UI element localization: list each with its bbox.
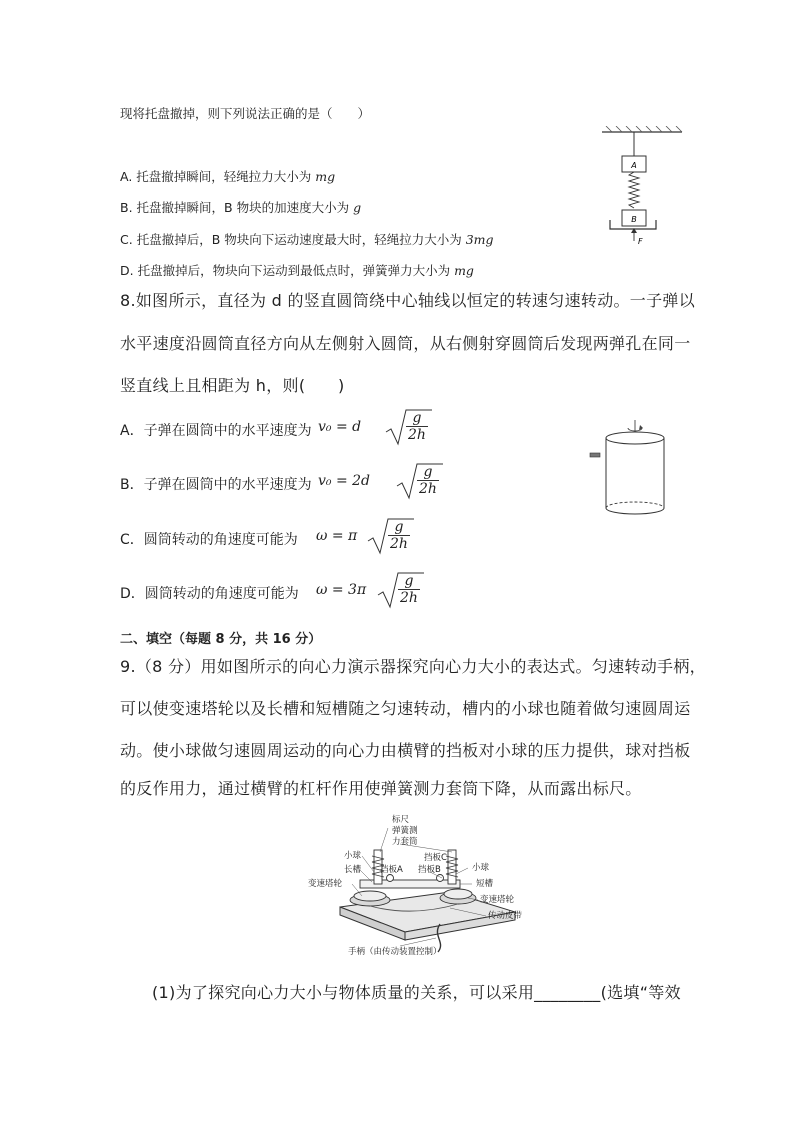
label-short-groove: 短槽 [476,879,494,889]
q8-option-a-fraction: $\frac{g}{2h}$ [408,410,426,443]
q9-line3: 动。使小球做匀速圆周运动的向心力由横臂的挡板对小球的压力提供，球对挡板 [120,741,691,760]
q9-line1: 9.（8 分）用如图所示的向心力演示器探究向心力大小的表达式。匀速转动手柄， [120,657,706,676]
q8-option-c-fraction: $\frac{g}{2h}$ [390,519,408,552]
option-text: 托盘撤掉瞬间，B 物块的加速度大小为 [136,200,354,215]
label-belt: 传动皮带 [488,911,523,921]
q8-option-a: A．子弹在圆筒中的水平速度为 [120,423,312,439]
q7-option-d [120,261,474,279]
option-label: D. [120,263,134,278]
q7-option-b [120,198,361,216]
label-ball-right: 小球 [472,863,490,873]
q8-option-b-expr: v₀ = 2d [318,473,371,489]
label-plate-b: 挡板B [418,865,441,875]
label-ruler: 标尺 [392,815,410,825]
spring [629,172,639,208]
q8-line3: 竖直线上且相距为 h，则( ) [120,376,345,395]
label-plate-c: 挡板C [424,853,447,863]
label-wheel-left: 变速塔轮 [308,879,343,889]
q8-line2: 水平速度沿圆筒直径方向从左侧射入圆筒，从右侧射穿圆筒后发现两弹孔在同一 [120,334,691,353]
q7-option-a [120,167,335,185]
q7-stem: 现将托盘撤掉，则下列说法正确的是（ ） [120,106,371,121]
label-wheel-right: 变速塔轮 [480,895,515,905]
q7-spring-figure [598,126,688,248]
q9-sub-question-1: (1)为了探究向心力大小与物体质量的关系，可以采用________(选填“等效 [152,983,681,1002]
option-label: A. [120,169,133,184]
q8-option-d-expr: ω = 3π [316,582,367,598]
section-title: 二、填空（每题 8 分，共 16 分） [120,632,322,647]
option-text: 托盘撤掉瞬间，轻绳拉力大小为 [136,169,316,184]
centripetal-apparatus-figure [300,812,540,960]
force-label: F [638,237,643,246]
option-label: B. [120,200,133,215]
bullet [590,453,600,457]
label-ball-left: 小球 [344,851,362,861]
cylinder-figure [585,418,685,526]
q8-option-d: D．圆筒转动的角速度可能为 [120,586,299,602]
label-long-groove: 长槽 [344,865,362,875]
label-plate-a: 挡板A [380,865,403,875]
block-a-label: A [631,161,637,170]
q7-option-c [120,230,494,248]
q9-line2: 可以使变速塔轮以及长槽和短槽随之匀速转动，槽内的小球也随着做匀速圆周运 [120,699,691,718]
q8-option-c-expr: ω = π [316,528,358,544]
option-math: 3mg [465,232,494,247]
option-math: g [353,200,362,215]
option-text: 托盘撤掉后，物块向下运动到最低点时，弹簧弹力大小为 [137,263,455,278]
label-spring-1: 弹簧测 [392,826,418,836]
block-b-label: B [631,215,637,224]
q8-option-d-fraction: $\frac{g}{2h}$ [400,573,418,606]
label-spring-2: 力套筒 [392,837,418,847]
q8-option-b-fraction: $\frac{g}{2h}$ [419,464,437,497]
option-math: mg [454,263,474,278]
label-handle: 手柄（由传动装置控制） [348,947,442,957]
q8-option-c: C．圆筒转动的角速度可能为 [120,532,298,548]
option-math: mg [315,169,336,184]
option-label: C. [120,232,133,247]
q9-line4: 的反作用力，通过横臂的杠杆作用使弹簧测力套筒下降，从而露出标尺。 [120,779,642,798]
q8-option-b: B．子弹在圆筒中的水平速度为 [120,477,312,493]
q8-option-a-expr: v₀ = d [318,419,362,435]
option-text: 托盘撤掉后，B 物块向下运动速度最大时，轻绳拉力大小为 [136,232,466,247]
q8-line1: 8.如图所示，直径为 d 的竖直圆筒绕中心轴线以恒定的转速匀速转动。一子弹以 [120,291,695,310]
